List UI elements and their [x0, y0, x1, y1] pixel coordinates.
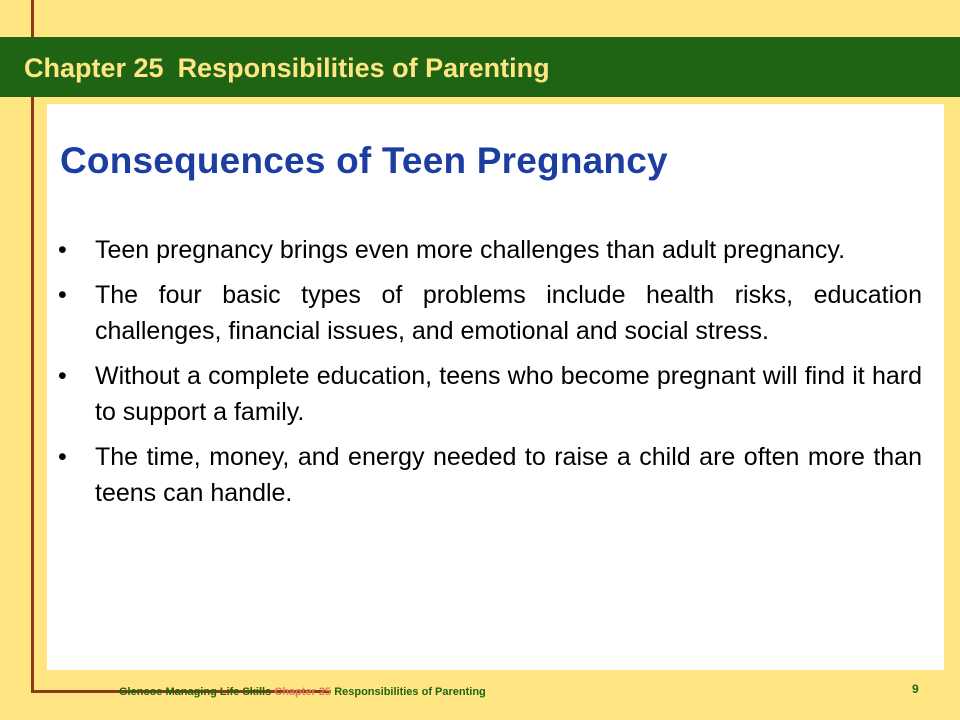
slide-title: Consequences of Teen Pregnancy: [60, 140, 668, 181]
bullet-item: [47, 277, 922, 349]
bullet-list: [47, 232, 922, 520]
header-title: [24, 37, 550, 97]
content-panel: [47, 104, 944, 670]
bullet-text: The four basic types of problems include health risks, education challenges, financial issues, and emotional and social stress.: [95, 281, 922, 345]
bullet-item: [47, 358, 922, 430]
bullet-text: Without a complete education, teens who become pregnant will find it hard to support a family.: [95, 362, 922, 426]
bullet-dot: •: [58, 281, 67, 309]
page-number: 9: [912, 682, 919, 696]
bullet-dot: •: [58, 362, 67, 390]
bullet-dot: •: [58, 236, 67, 264]
bullet-text: Teen pregnancy brings even more challenges than adult pregnancy.: [95, 236, 846, 264]
bullet-dot: •: [58, 443, 67, 471]
bullet-text: The time, money, and energy needed to raise a child are often more than teens can handle.: [95, 443, 922, 507]
footer-chapter: Chapter 25: [274, 686, 332, 698]
bullet-item: [47, 439, 922, 511]
header-chapter: Chapter 25: [24, 53, 164, 83]
footer: [119, 686, 486, 698]
frame-line-vertical: [31, 0, 34, 692]
footer-title: Responsibilities of Parenting: [334, 686, 486, 698]
header-band: [0, 37, 960, 97]
bullet-item: [47, 232, 922, 268]
footer-book: Glencoe Managing Life Skills: [119, 686, 272, 698]
header-chapter-title: Responsibilities of Parenting: [177, 53, 550, 83]
